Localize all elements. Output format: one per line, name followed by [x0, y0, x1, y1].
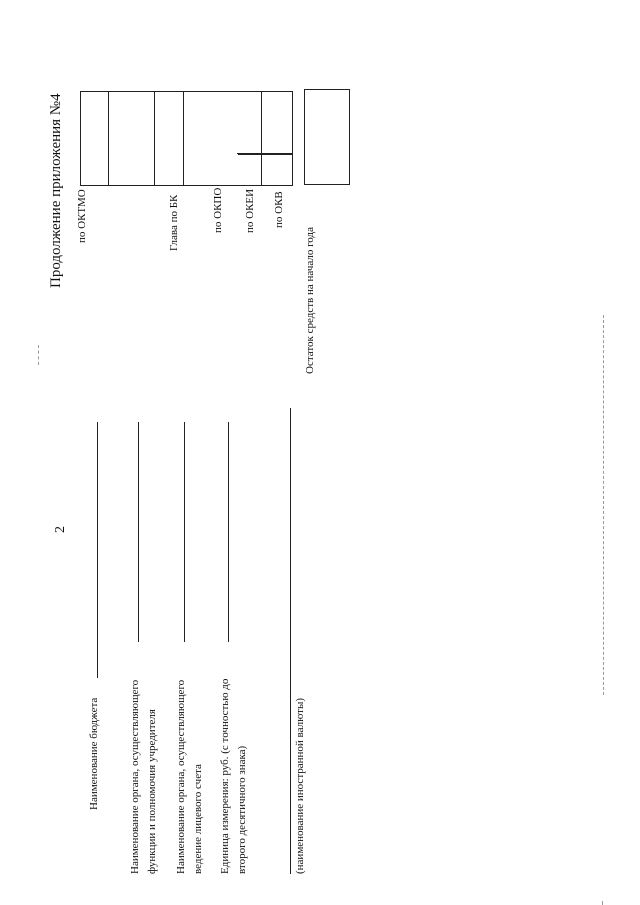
currency-caption: (наименование иностранной валюты) — [294, 698, 306, 874]
account-label-line1: Наименование органа, осуществляющего — [175, 679, 187, 874]
budget-fill-line — [97, 422, 98, 678]
annex-title: Продолжение приложения №4 — [48, 93, 64, 288]
okpo-okei-box — [80, 91, 293, 186]
scan-artifact — [603, 315, 604, 695]
founder-fill-line — [138, 422, 139, 642]
founder-label-line2: функции и полномочия учредителя — [146, 709, 158, 874]
unit-label-line2: второго десятичного знака) — [236, 745, 248, 874]
oktmo-label: по ОКТМО — [76, 189, 88, 243]
okpo-label: по ОКПО — [212, 187, 224, 233]
okei-cell-border — [238, 90, 292, 155]
currency-fill-line — [290, 408, 291, 874]
unit-label-line1: Единица измерения: руб. (с точностью до — [219, 678, 231, 874]
page-number: 2 — [53, 526, 68, 533]
account-fill-line — [184, 422, 185, 642]
unit-fill-line — [228, 422, 229, 642]
balance-box — [304, 89, 350, 185]
account-label-line2: ведение лицевого счета — [192, 764, 204, 874]
scan-artifact — [602, 901, 603, 905]
scan-artifact — [38, 345, 39, 365]
founder-label-line1: Наименование органа, осуществляющего — [129, 679, 141, 874]
balance-label: Остаток средств на начало года — [304, 227, 316, 374]
budget-label: Наименование бюджета — [88, 697, 100, 810]
okei-label: по ОКЕИ — [244, 188, 256, 233]
bk-chapter-label: Глава по БК — [168, 194, 180, 251]
okv-label: по ОКВ — [273, 191, 285, 228]
